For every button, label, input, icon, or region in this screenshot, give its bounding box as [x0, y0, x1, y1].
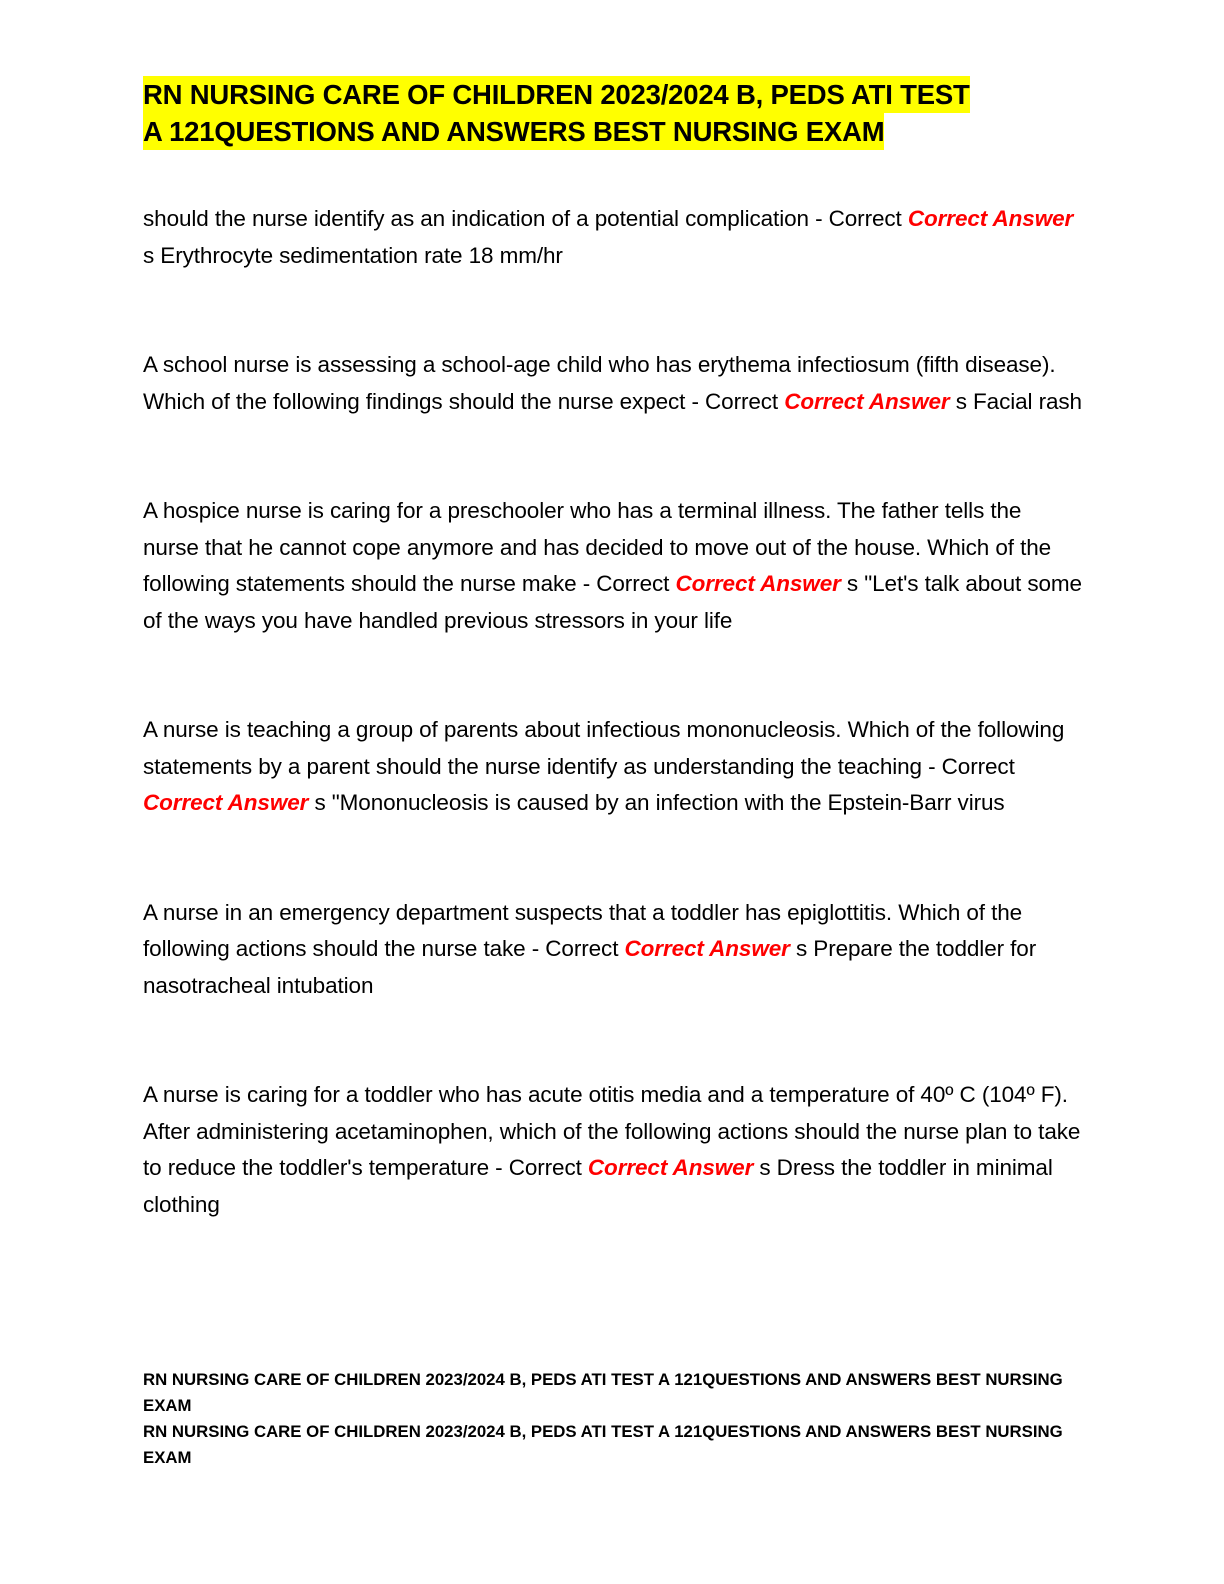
title-line-2: A 121QUESTIONS AND ANSWERS BEST NURSING EXAM — [143, 113, 884, 150]
answer-text: s "Let's talk about some of the ways you have handled previous stressors in your life — [143, 571, 1082, 633]
answer-text: s Prepare the toddler for nasotracheal intubation — [143, 936, 1037, 998]
footer-line-2: RN NURSING CARE OF CHILDREN 2023/2024 B, PEDS ATI TEST A 121QUESTIONS AND ANSWERS BEST NURSING EXAM — [143, 1422, 1063, 1467]
question-text: A nurse is caring for a toddler who has acute otitis media and a temperature of 40º C (104º F). After administering acetaminophen, which of the following actions should the nurse plan to take to reduce the toddler's temperature - Correct — [143, 1082, 1081, 1180]
document-title — [143, 76, 1083, 150]
question-text: A hospice nurse is caring for a preschooler who has a terminal illness. The father tells the nurse that he cannot cope anymore and has decided to move out of the house. Which of the following statements should the nurse make - Correct — [143, 498, 1052, 596]
qa-item — [143, 895, 1083, 1005]
answer-text: s Erythrocyte sedimentation rate 18 mm/hr — [143, 242, 563, 268]
question-text: A nurse in an emergency department suspects that a toddler has epiglottitis. Which of the following actions should the nurse take - Correct — [143, 899, 1023, 961]
answer-text: s Dress the toddler in minimal clothing — [143, 1155, 1053, 1217]
question-text: A nurse is teaching a group of parents about infectious mononucleosis. Which of the following statements by a parent should the nurse identify as understanding the teaching - Correct — [143, 717, 1065, 779]
correct-answer-label: Correct Answer — [624, 936, 790, 961]
correct-answer-label: Correct Answer — [784, 388, 950, 414]
correct-answer-label: Correct Answer — [907, 206, 1074, 231]
qa-item — [143, 1077, 1083, 1223]
qa-item — [143, 347, 1083, 420]
qa-item — [143, 201, 1083, 274]
correct-answer-label: Correct Answer — [587, 1155, 754, 1180]
correct-answer-label: Correct Answer — [143, 790, 309, 815]
document-page — [143, 76, 1083, 1296]
footer-line-1: RN NURSING CARE OF CHILDREN 2023/2024 B, PEDS ATI TEST A 121QUESTIONS AND ANSWERS BEST NURSING EXAM — [143, 1370, 1063, 1415]
answer-text: s "Mononucleosis is caused by an infection with the Epstein-Barr virus — [308, 790, 1005, 815]
title-line-1: RN NURSING CARE OF CHILDREN 2023/2024 B, PEDS ATI TEST — [143, 76, 970, 113]
question-text: should the nurse identify as an indication of a potential complication - Correct — [143, 206, 908, 231]
qa-item — [143, 493, 1083, 639]
correct-answer-label: Correct Answer — [675, 571, 841, 596]
answer-text: s Facial rash — [949, 388, 1082, 414]
page-footer — [143, 1367, 1063, 1471]
qa-list — [143, 201, 1083, 1223]
question-text: A school nurse is assessing a school-age child who has erythema infectiosum (fifth disease). Which of the following findings should the nurse expect - Correct — [143, 352, 1056, 414]
qa-item — [143, 712, 1083, 822]
